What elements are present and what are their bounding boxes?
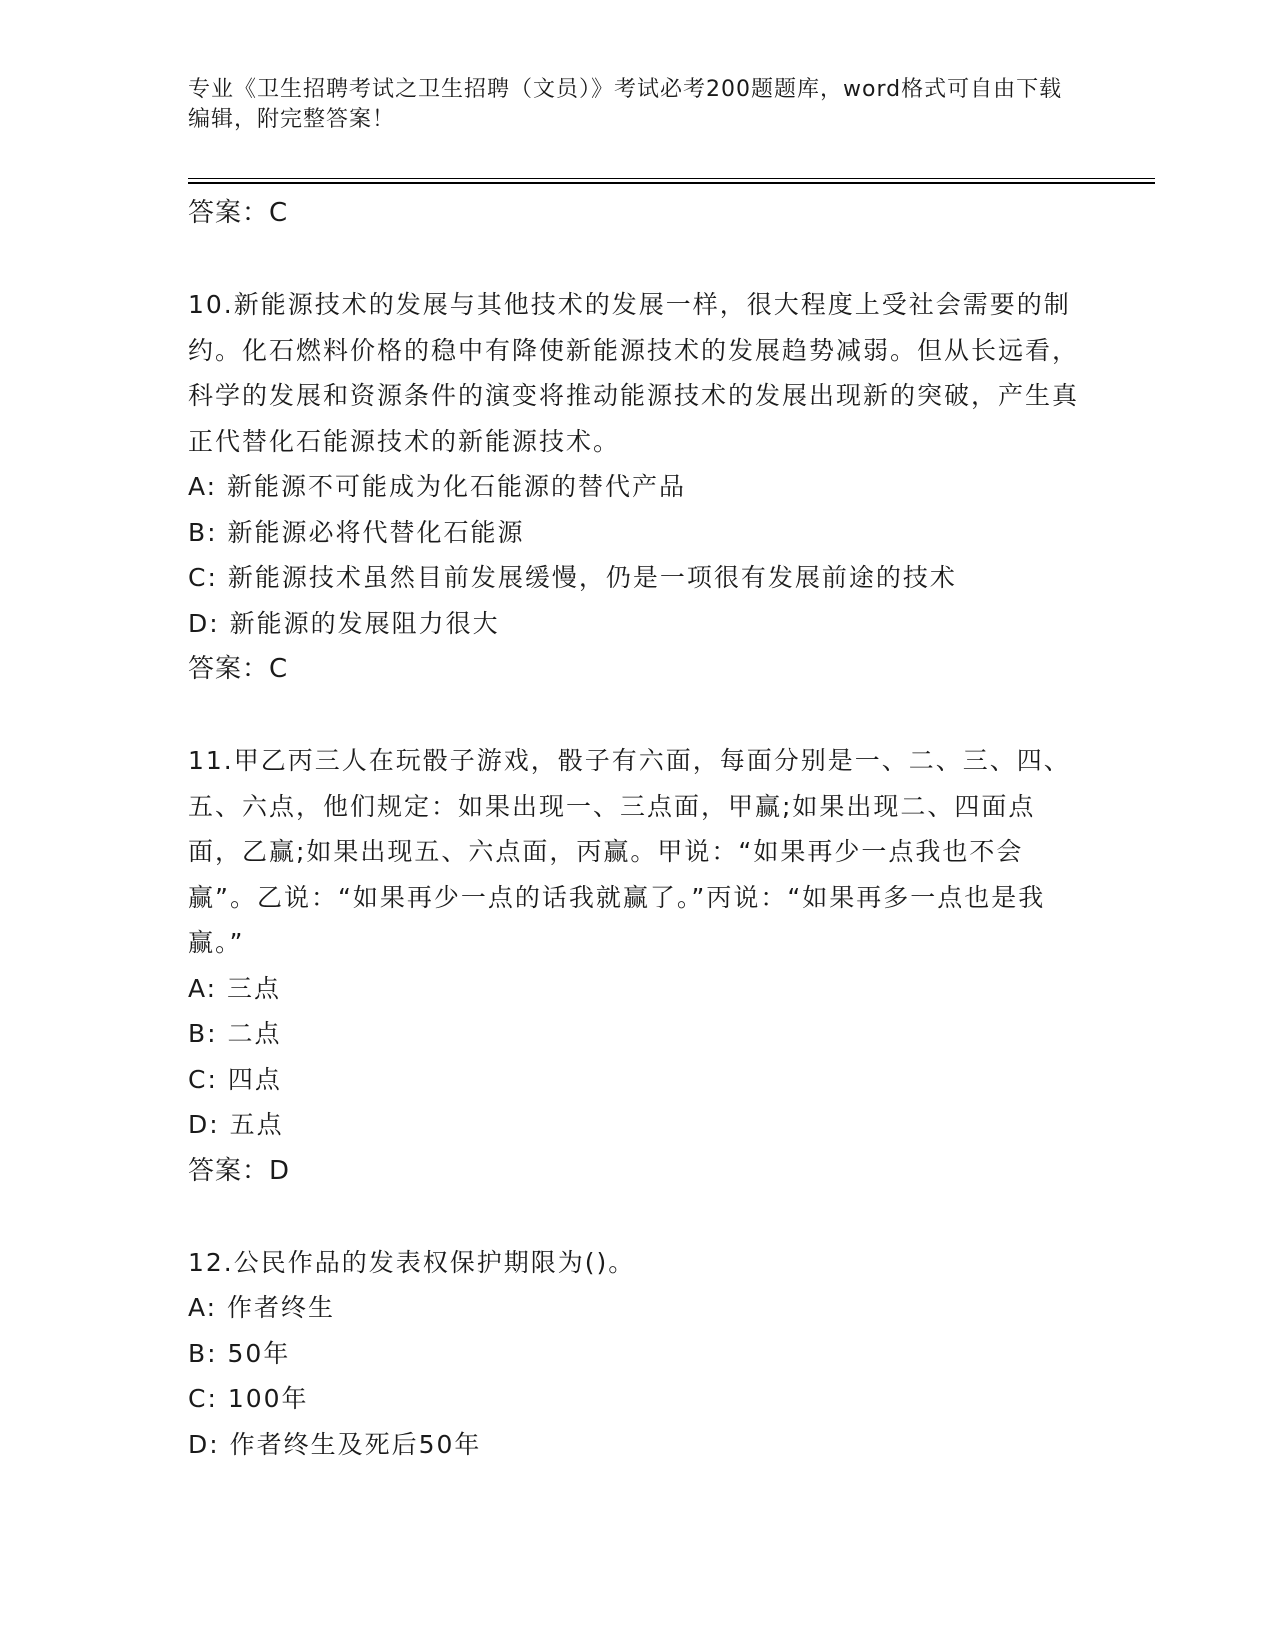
option-a: A: 三点: [188, 973, 282, 1003]
question-stem: 11.甲乙丙三人在玩骰子游戏，骰子有六面，每面分别是一、二、三、四、五、六点，他们规定：如果出现一、三点面，甲赢;如果出现二、四面点面，乙赢;如果出现五、六点面，丙赢。甲说：“如果再少一点我也不会赢”。乙说：“如果再少一点的话我就赢了。”丙说：“如果再多一点也是我赢。”: [188, 746, 1071, 957]
header-rule-thick: [188, 182, 1155, 184]
question-11: [188, 738, 1088, 1194]
option-c: C: 新能源技术虽然目前发展缓慢，仍是一项很有发展前途的技术: [188, 563, 957, 592]
option-d: D: 五点: [188, 1110, 284, 1139]
option-c: C: 四点: [188, 1064, 282, 1094]
option-a: A: 新能源不可能成为化石能源的替代产品: [188, 472, 687, 501]
option-d: D: 新能源的发展阻力很大: [188, 608, 500, 638]
question-stem: 10.新能源技术的发展与其他技术的发展一样，很大程度上受社会需要的制约。化石燃料价格的稳中有降使新能源技术的发展趋势减弱。但从长远看，科学的发展和资源条件的演变将推动能源技术的发展出现新的突破，产生真正代替化石能源技术的新能源技术。: [188, 290, 1080, 456]
question-answer: 答案：C: [188, 654, 289, 684]
question-answer: 答案：D: [188, 1155, 291, 1186]
option-b: B: 新能源必将代替化石能源: [188, 517, 525, 547]
option-c: C: 100年: [188, 1384, 309, 1413]
question-list: [188, 190, 1088, 1467]
option-b: B: 二点: [188, 1019, 282, 1048]
option-d: D: 作者终生及死后50年: [188, 1429, 482, 1459]
document-header: 专业《卫生招聘考试之卫生招聘（文员）》考试必考200题题库，word格式可自由下载编辑，附完整答案！: [188, 77, 1063, 132]
question-12: [188, 1240, 1088, 1468]
question-stem: 12.公民作品的发表权保护期限为()。: [188, 1247, 636, 1277]
header-rule-thin: [188, 178, 1155, 179]
question-10: [188, 282, 1088, 692]
option-b: B: 50年: [188, 1338, 291, 1368]
option-a: A: 作者终生: [188, 1293, 336, 1322]
previous-answer: 答案：C: [188, 198, 289, 228]
